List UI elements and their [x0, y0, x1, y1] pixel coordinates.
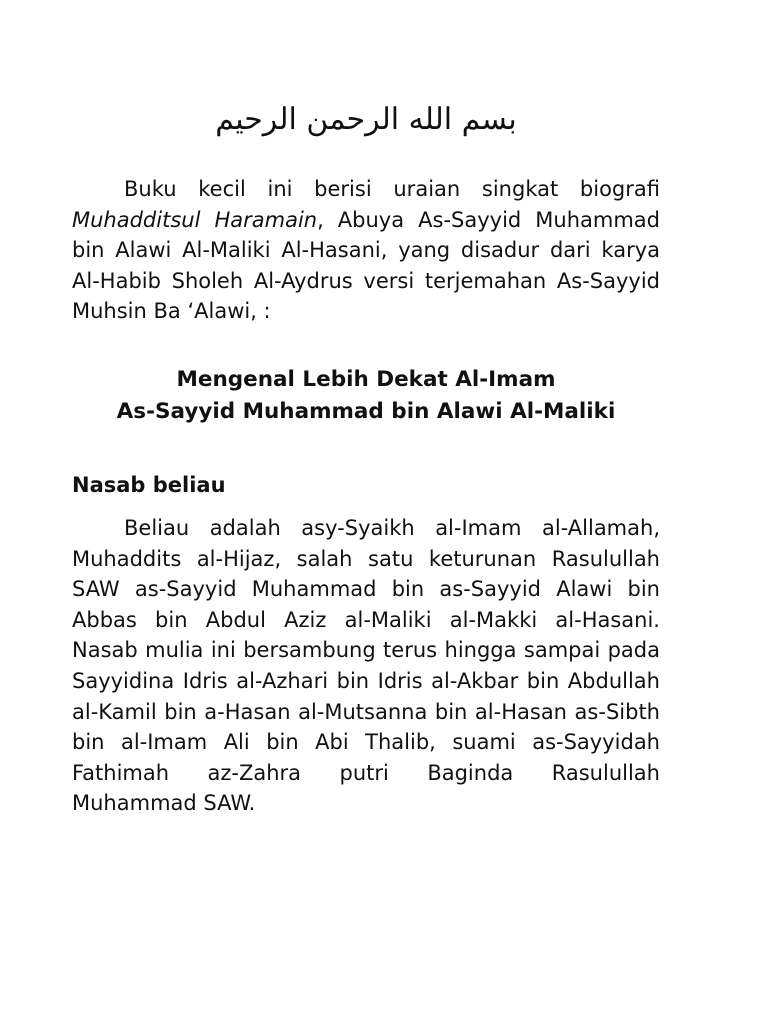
- section-body: Beliau adalah asy-Syaikh al-Imam al-Allamah, Muhaddits al-Hijaz, salah satu keturunan Rasulullah SAW as-Sayyid Muhammad bin as-Sayyid Alawi bin Abbas bin Abdul Aziz al-Maliki al-Makki al-Hasani. Nasab mulia ini bersambung terus hingga sampai pada Sayyidina Idris al-Azhari bin Idris al-Akbar bin Abdullah al-Kamil bin a-Hasan al-Mutsanna bin al-Hasan as-Sibth bin al-Imam Ali bin Abi Thalib, suami as-Sayyidah Fathimah az-Zahra putri Baginda Rasulullah Muhammad SAW.: [72, 516, 660, 816]
- document-title: [52, 364, 680, 428]
- intro-rest: , Abuya As-Sayyid Muhammad bin Alawi Al-Maliki Al-Hasani, yang disadur dari karya Al-Habib Sholeh Al-Aydrus versi terjemahan As-Sayyid Muhsin Ba ‘Alawi, :: [72, 207, 660, 324]
- section-heading: Nasab beliau: [72, 473, 226, 497]
- title-line-2: As-Sayyid Muhammad bin Alawi Al-Maliki: [116, 399, 616, 424]
- intro-paragraph: [72, 174, 660, 327]
- basmalah: بسم الله الرحمن الرحيم: [215, 102, 517, 137]
- title-line-1: Mengenal Lebih Dekat Al-Imam: [176, 367, 556, 392]
- intro-italic-term: Muhadditsul Haramain: [72, 207, 318, 232]
- intro-lead: Buku kecil ini berisi uraian singkat biografi: [124, 177, 660, 201]
